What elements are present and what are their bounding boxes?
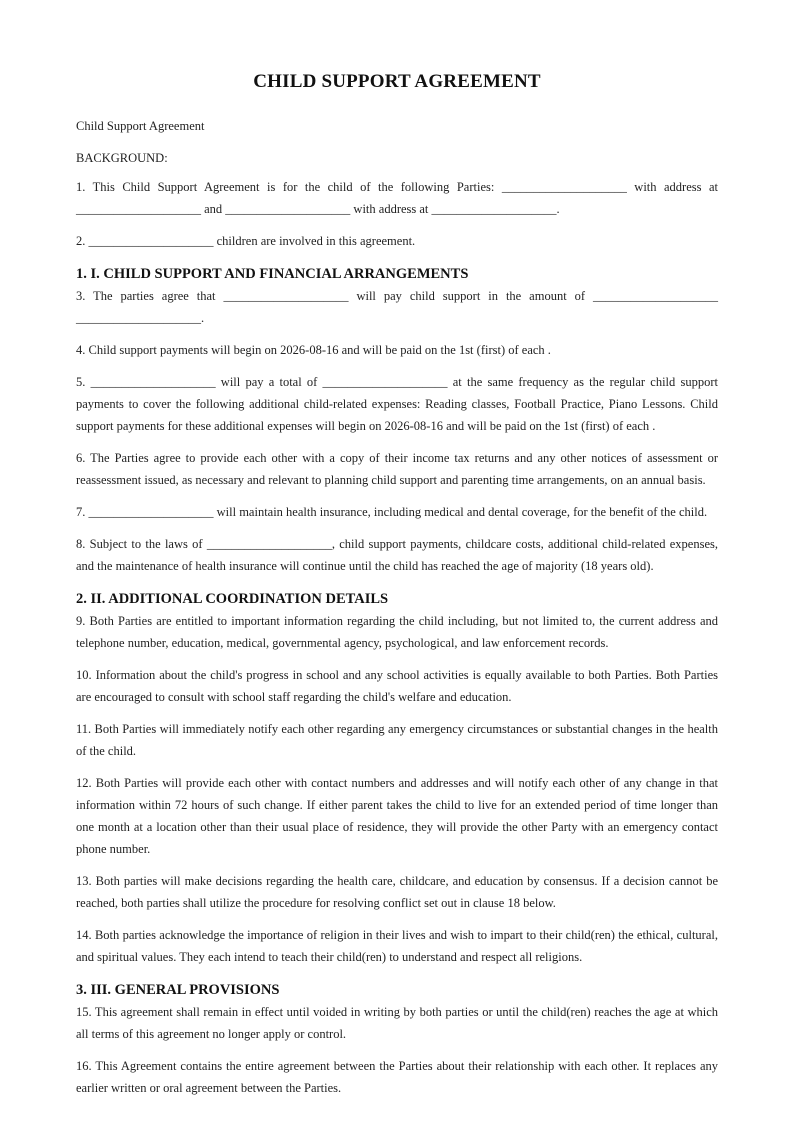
clause-9: 9. Both Parties are entitled to important information regarding the child including, but not limited to, the current address and telephone number, education, medical, governmental agency, psychological, and law enforcement records.: [76, 614, 718, 650]
clause-15: 15. This agreement shall remain in effect until voided in writing by both parties or until the child(ren) reaches the age at which all terms of this agreement no longer apply or control.: [76, 1005, 718, 1041]
section-heading-coordination: 2. II. ADDITIONAL COORDINATION DETAILS: [76, 591, 389, 607]
document-subtitle: Child Support Agreement: [76, 119, 205, 133]
clause-11: 11. Both Parties will immediately notify each other regarding any emergency circumstances or substantial changes in the health of the child.: [76, 722, 718, 758]
document-title: CHILD SUPPORT AGREEMENT: [253, 71, 541, 92]
clause-2: 2. ____________________ children are involved in this agreement.: [76, 234, 416, 248]
clause-4: 4. Child support payments will begin on 2026-08-16 and will be paid on the 1st (first) of each .: [76, 343, 551, 357]
clause-1: 1. This Child Support Agreement is for the child of the following Parties: ____________________ with address at ____________________ and ____________________ with address at ____________________.: [76, 180, 718, 216]
clause-8: 8. Subject to the laws of ____________________, child support payments, childcare costs, additional child-related expenses, and the maintenance of health insurance will continue until the child has reached the age of majority (18 years old).: [76, 537, 718, 573]
clause-10: 10. Information about the child's progress in school and any school activities is equally available to both Parties. Both Parties are encouraged to consult with school staff regarding the child's welfare and education.: [76, 668, 718, 704]
clause-6: 6. The Parties agree to provide each other with a copy of their income tax returns and any other notices of assessment or reassessment issued, as necessary and relevant to planning child support and parenting time arrangements, on an annual basis.: [76, 451, 718, 487]
clause-13: 13. Both parties will make decisions regarding the health care, childcare, and education by consensus. If a decision cannot be reached, both parties shall utilize the procedure for resolving conflict set out in clause 18 below.: [76, 874, 718, 910]
clause-5: 5. ____________________ will pay a total of ____________________ at the same frequency as the regular child support payments to cover the following additional child-related expenses: Reading classes, Football Practice, Piano Lessons. Child support payments for these additional expenses will begin on 2026-08-16 and will be paid on the 1st (first) of each .: [76, 375, 718, 433]
section-heading-general: 3. III. GENERAL PROVISIONS: [76, 982, 280, 998]
background-label: BACKGROUND:: [76, 151, 168, 165]
section-heading-financial: 1. I. CHILD SUPPORT AND FINANCIAL ARRANGEMENTS: [76, 266, 469, 282]
clause-14: 14. Both parties acknowledge the importance of religion in their lives and wish to impart to their child(ren) the ethical, cultural, and spiritual values. They each intend to teach their child(ren) to understand and respect all religions.: [76, 928, 718, 964]
clause-3: 3. The parties agree that ____________________ will pay child support in the amount of ____________________ ____________________.: [76, 289, 718, 325]
clause-7: 7. ____________________ will maintain health insurance, including medical and dental coverage, for the benefit of the child.: [76, 505, 708, 519]
clause-12: 12. Both Parties will provide each other with contact numbers and addresses and will notify each other of any change in that information within 72 hours of such change. If either parent takes the child to live for an extended period of time longer than one month at a location other than their usual place of residence, they will provide the other Party with an emergency contact phone number.: [76, 776, 718, 856]
clause-16: 16. This Agreement contains the entire agreement between the Parties about their relationship with each other. It replaces any earlier written or oral agreement between the Parties.: [76, 1059, 718, 1095]
